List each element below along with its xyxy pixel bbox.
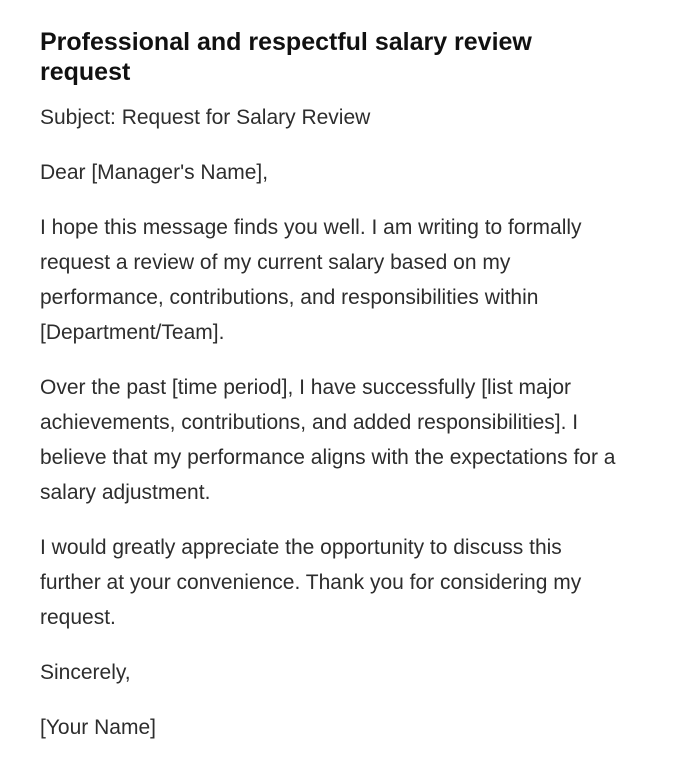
email-paragraph-1: I hope this message finds you well. I am writing to formally request a review of my current salary based on my performance, contributions, and responsibilities within [Department/Team].	[40, 216, 582, 344]
email-closing: Sincerely,	[40, 661, 131, 684]
email-paragraph-3: I would greatly appreciate the opportunity to discuss this further at your convenience. Thank you for considering my request.	[40, 536, 582, 629]
email-subject-line: Subject: Request for Salary Review	[40, 106, 371, 129]
page-title: Professional and respectful salary review request	[40, 28, 532, 86]
email-signature-placeholder: [Your Name]	[40, 716, 156, 739]
email-greeting: Dear [Manager's Name],	[40, 161, 269, 184]
email-paragraph-2: Over the past [time period], I have successfully [list major achievements, contributions, and added responsibilities]. I believe that my performance aligns with the expectations for a salary adjustment.	[40, 376, 616, 504]
